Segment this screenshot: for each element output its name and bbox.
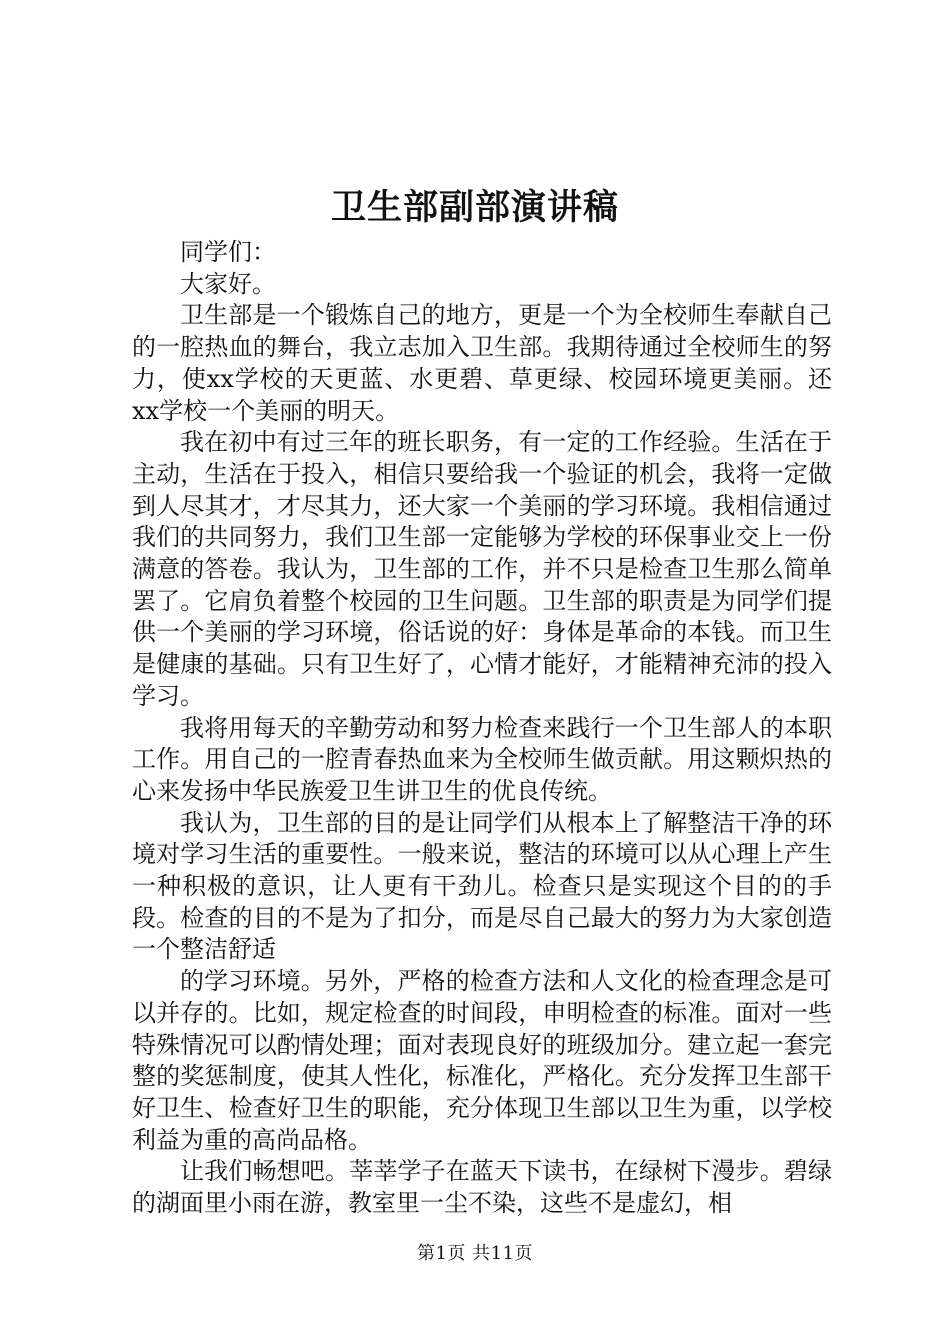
page-number-footer: 第1页 共11页 — [416, 1243, 534, 1264]
paragraph-hello: 大家好。 — [180, 269, 276, 298]
paragraph-experience: 我在初中有过三年的班长职务，有一定的工作经验。生活在于主动，生活在于投入，相信只要给我一个验证的机会，我将一定做到人尽其才，才尽其力，还大家一个美丽的学习环境。我相信通过我们的共同努力，我们卫生部一定能够为学校的环保事业交上一份满意的答卷。我认为，卫生部的工作，并不只是检查卫生那么简单罢了。它肩负着整个校园的卫生问题。卫生部的职责是为同学们提供一个美丽的学习环境，俗话说的好：身体是革命的本钱。而卫生是健康的基础。只有卫生好了，心情才能好，才能精神充沛的投入学习。 — [132, 428, 832, 710]
document-title: 卫生部副部演讲稿 — [330, 187, 619, 228]
paragraph-methods: 的学习环境。另外，严格的检查方法和人文化的检查理念是可以并存的。比如，规定检查的时间段，申明检查的标准。面对一些特殊情况可以酌情处理；面对表现良好的班级加分。建立起一套完整的奖惩制度，使其人性化，标准化，严格化。充分发挥卫生部干好卫生、检查好卫生的职能，充分体现卫生部以卫生为重，以学校利益为重的高尚品格。 — [132, 967, 832, 1154]
paragraph-commitment: 我将用每天的辛勤劳动和努力检查来践行一个卫生部人的本职工作。用自己的一腔青春热血来为全校师生做贡献。用这颗炽热的心来发扬中华民族爱卫生讲卫生的优良传统。 — [132, 713, 832, 805]
paragraph-greeting: 同学们： — [180, 238, 276, 266]
paragraph-intro: 卫生部是一个锻炼自己的地方，更是一个为全校师生奉献自己的一腔热血的舞台，我立志加入卫生部。我期待通过全校师生的努力，使xx学校的天更蓝、水更碧、草更绿、校园环境更美丽。还xx学校一个美丽的明天。 — [132, 301, 832, 425]
document-body — [132, 237, 832, 1220]
paragraph-purpose: 我认为，卫生部的目的是让同学们从根本上了解整洁干净的环境对学习生活的重要性。一般来说，整洁的环境可以从心理上产生一种积极的意识，让人更有干劲儿。检查只是实现这个目的的手段。检查的目的不是为了扣分，而是尽自己最大的努力为大家创造一个整洁舒适 — [132, 808, 832, 964]
paragraph-vision: 让我们畅想吧。莘莘学子在蓝天下读书，在绿树下漫步。碧绿的湖面里小雨在游，教室里一尘不染，这些不是虚幻，相 — [132, 1157, 832, 1218]
